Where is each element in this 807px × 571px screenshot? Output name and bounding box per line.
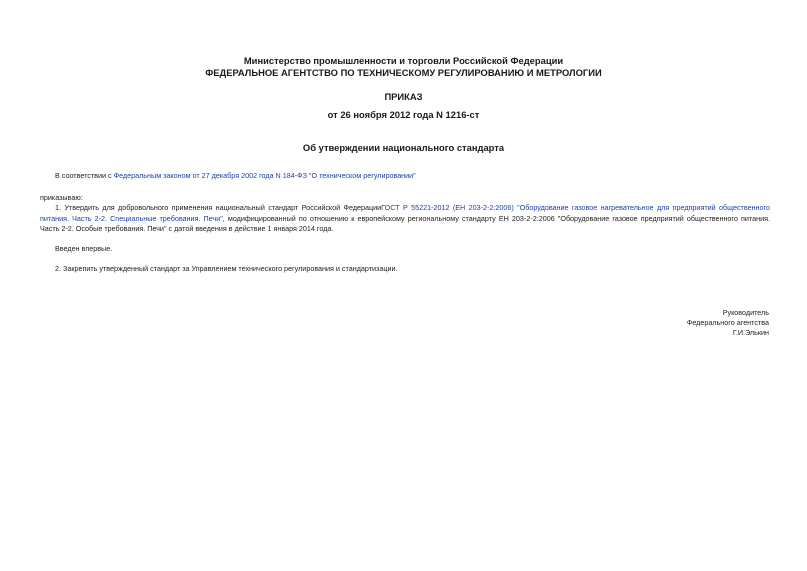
basis-paragraph bbox=[55, 171, 416, 182]
ministry-heading: Министерство промышленности и торговли Российской Федерации bbox=[243, 55, 564, 66]
item1-paragraph bbox=[40, 203, 770, 235]
doc-type-heading: ПРИКАЗ bbox=[384, 91, 423, 102]
gost-standard-link[interactable]: ГОСТ Р 55221-2012 (ЕН 203-2-2:2006) "Оборудование газовое нагревательное для предприятий общественного питания. Часть 2-2. Специальные требования. Печи" bbox=[40, 203, 770, 223]
subject-heading: Об утверждении национального стандарта bbox=[302, 142, 505, 153]
item1-prefix: 1. Утвердить для добровольного применения национальный стандарт Российской Федерации bbox=[55, 203, 382, 212]
item2-paragraph: 2. Закрепить утвержденный стандарт за Управлением технического регулирования и стандартизации. bbox=[55, 264, 398, 273]
date-number-heading: от 26 ноября 2012 года N 1216-ст bbox=[327, 109, 480, 120]
intro-paragraph: Введен впервые. bbox=[55, 244, 113, 253]
agency-heading: ФЕДЕРАЛЬНОЕ АГЕНТСТВО ПО ТЕХНИЧЕСКОМУ РЕГУЛИРОВАНИЮ И МЕТРОЛОГИИ bbox=[205, 67, 602, 78]
signature-name: Г.И.Элькин bbox=[732, 328, 769, 337]
signature-title1: Руководитель bbox=[722, 308, 769, 317]
item1-suffix: , модифицированный по отношению к европейскому региональному стандарту ЕН 203-2-2:2006 "Оборудование газовое предприятий общественного питания. Часть 2-2. Особые требования. Печи" с датой введения в действие 1 января 2014 года. bbox=[40, 213, 770, 233]
federal-law-link[interactable]: Федеральным законом от 27 декабря 2002 года N 184-ФЗ "О техническом регулировании" bbox=[113, 171, 416, 180]
basis-prefix: В соответствии с bbox=[55, 171, 114, 180]
signature-title2: Федерального агентства bbox=[686, 318, 769, 327]
orders-paragraph: приказываю: bbox=[40, 193, 83, 202]
